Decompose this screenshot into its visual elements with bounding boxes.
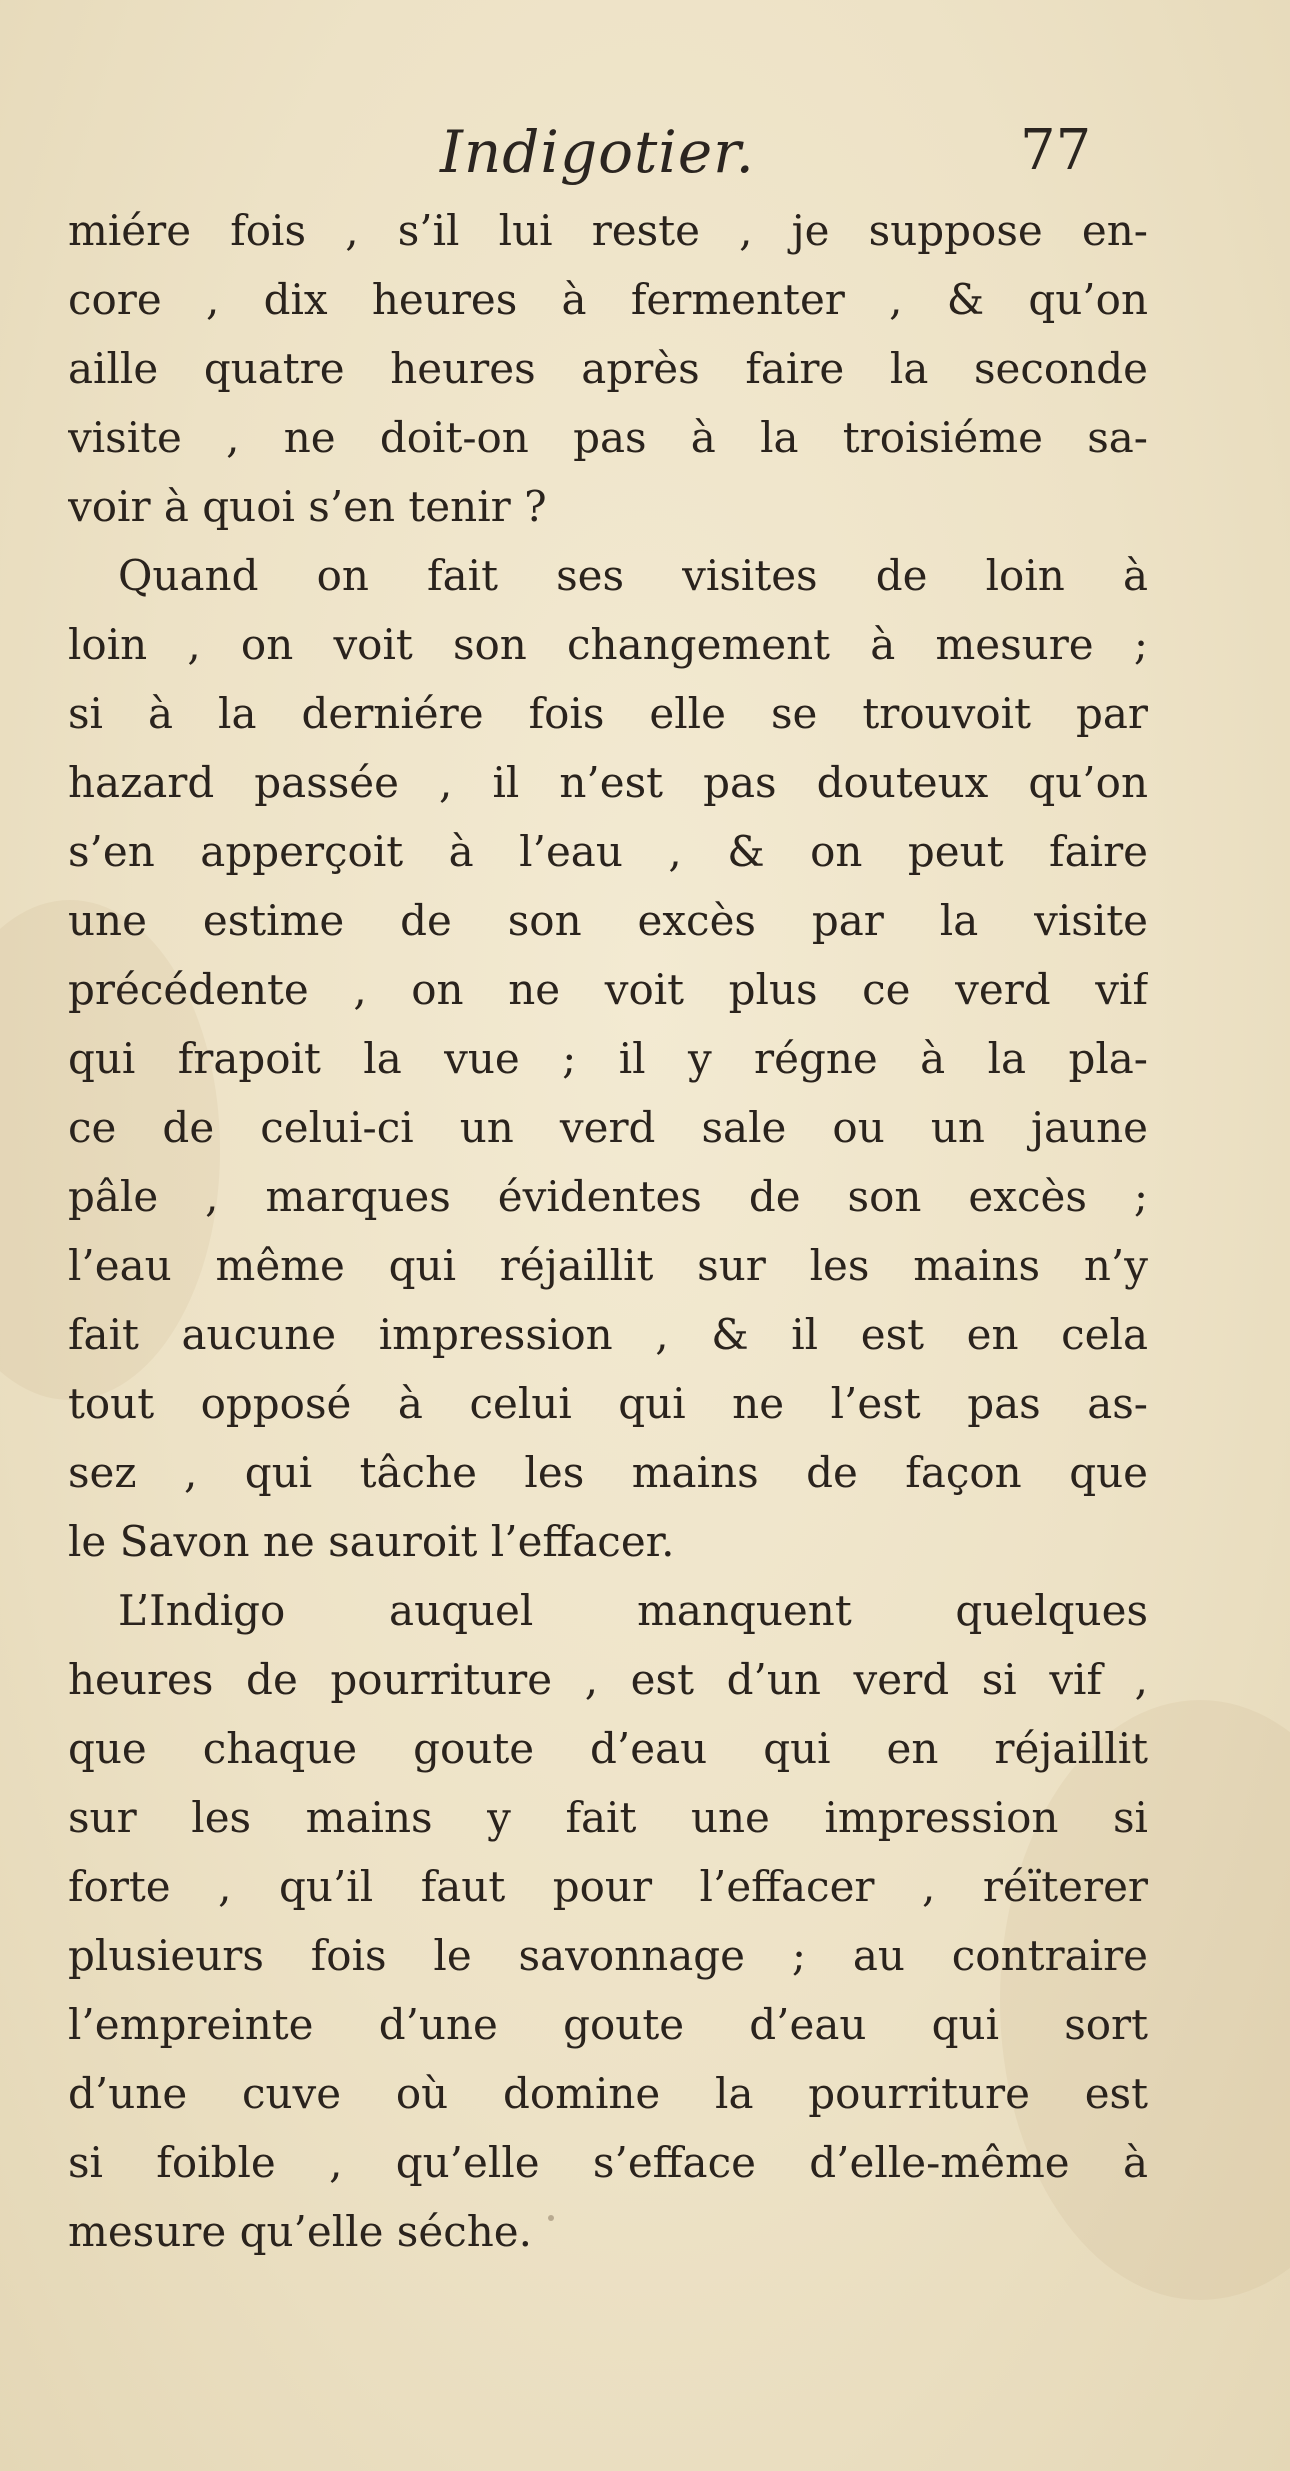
text-line: loin , on voit son changement à mesure ;: [68, 620, 1148, 669]
text-line: le Savon ne sauroit l’effacer.: [68, 1517, 675, 1566]
text-line: s’en apperçoit à l’eau , & on peut faire: [68, 827, 1148, 876]
text-line: fait aucune impression , & il est en cela: [68, 1310, 1148, 1359]
text-line: tout opposé à celui qui ne l’est pas as-: [68, 1379, 1148, 1428]
text-line: forte , qu’il faut pour l’effacer , réïterer: [68, 1862, 1148, 1911]
text-line: core , dix heures à fermenter , & qu’on: [68, 275, 1148, 324]
text-line: aille quatre heures après faire la seconde: [68, 344, 1148, 393]
text-line: miére fois , s’il lui reste , je suppose en-: [68, 206, 1148, 255]
text-line: sez , qui tâche les mains de façon que: [68, 1448, 1148, 1497]
body-text: [68, 196, 1148, 2266]
text-line: pâle , marques évidentes de son excès ;: [68, 1172, 1148, 1221]
text-line: ce de celui-ci un verd sale ou un jaune: [68, 1103, 1148, 1152]
running-title: Indigotier.: [440, 118, 755, 186]
text-line: l’eau même qui réjaillit sur les mains n’y: [68, 1241, 1148, 1290]
text-line: si foible , qu’elle s’efface d’elle-même à: [68, 2138, 1148, 2187]
page-number: 77: [1020, 118, 1092, 183]
page-header: [0, 118, 1290, 198]
text-line: mesure qu’elle séche.: [68, 2207, 532, 2256]
text-line: Quand on fait ses visites de loin à: [118, 551, 1148, 600]
text-line: si à la derniére fois elle se trouvoit par: [68, 689, 1148, 738]
text-line: visite , ne doit-on pas à la troisiéme sa-: [68, 413, 1148, 462]
text-line: d’une cuve où domine la pourriture est: [68, 2069, 1148, 2118]
text-line: plusieurs fois le savonnage ; au contraire: [68, 1931, 1148, 1980]
text-line: qui frapoit la vue ; il y régne à la pla-: [68, 1034, 1148, 1083]
text-line: précédente , on ne voit plus ce verd vif: [68, 965, 1148, 1014]
text-line: l’empreinte d’une goute d’eau qui sort: [68, 2000, 1148, 2049]
text-line: hazard passée , il n’est pas douteux qu’on: [68, 758, 1148, 807]
text-line: une estime de son excès par la visite: [68, 896, 1148, 945]
text-line: L’Indigo auquel manquent quelques: [118, 1586, 1148, 1635]
text-line: voir à quoi s’en tenir ?: [68, 482, 547, 531]
text-line: heures de pourriture , est d’un verd si vif ,: [68, 1655, 1148, 1704]
text-line: que chaque goute d’eau qui en réjaillit: [68, 1724, 1148, 1773]
text-line: sur les mains y fait une impression si: [68, 1793, 1148, 1842]
